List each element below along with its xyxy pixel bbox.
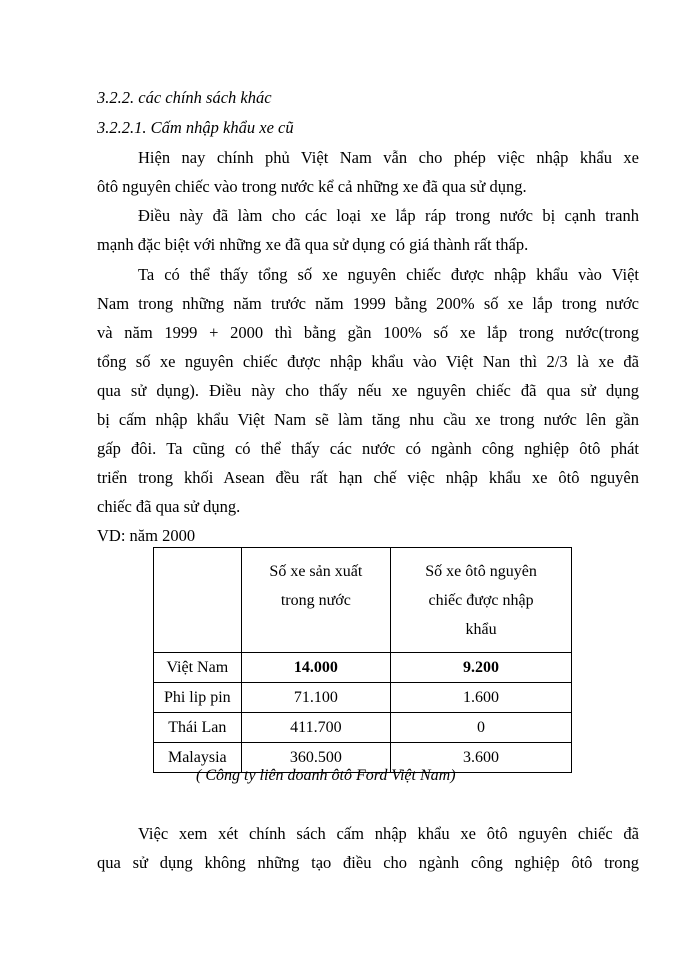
country-cell: Thái Lan [154, 713, 242, 743]
paragraph-line: mạnh đặc biệt với những xe đã qua sử dụng có giá thành rất thấp. [97, 235, 529, 254]
produced-cell: 411.700 [241, 713, 391, 743]
paragraph-line: bị cấm nhập khẩu Việt Nam sẽ làm tăng nhu cầu xe trong nước lên gần [97, 410, 639, 429]
paragraph-line: Điều này đã làm cho các loại xe lắp ráp trong nước bị cạnh tranh [138, 206, 639, 225]
import-comparison-table [153, 547, 572, 773]
header-text: Số xe ôtô nguyên [425, 563, 537, 580]
table-row [154, 683, 572, 713]
table-row [154, 713, 572, 743]
paragraph-line: triển trong khối Asean đều rất hạn chế việc nhập khẩu xe ôtô nguyên [97, 468, 639, 487]
header-cell-empty [154, 548, 242, 653]
paragraph-line: ôtô nguyên chiếc vào trong nước kể cả những xe đã qua sử dụng. [97, 177, 527, 196]
header-cell-imported [391, 548, 572, 653]
header-text: Số xe sản xuất [269, 563, 363, 580]
country-cell: Việt Nam [154, 653, 242, 683]
paragraph-line: chiếc đã qua sử dụng. [97, 497, 241, 516]
paragraph-line: Việc xem xét chính sách cấm nhập khẩu xe ôtô nguyên chiếc đã [138, 824, 639, 843]
header-text: chiếc được nhập [428, 592, 534, 609]
paragraph-line: tổng số xe nguyên chiếc được nhập khẩu vào Việt Nan thì 2/3 là xe đã [97, 352, 639, 371]
header-text: trong nước [280, 592, 351, 609]
paragraph-line: Hiện nay chính phủ Việt Nam vẫn cho phép việc nhập khẩu xe [138, 148, 639, 167]
imported-cell: 0 [391, 713, 572, 743]
country-cell: Phi lip pin [154, 683, 242, 713]
paragraph-line: Nam trong những năm trước năm 1999 bằng 200% số xe lắp trong nước [97, 294, 639, 313]
table-header-row [154, 548, 572, 653]
paragraph-line: gấp đôi. Ta cũng có thể thấy các nước có ngành công nghiệp ôtô phát [97, 439, 639, 458]
paragraph-line: và năm 1999 + 2000 thì bằng gần 100% số xe lắp trong nước(trong [97, 323, 639, 342]
example-label: VD: năm 2000 [97, 526, 196, 545]
produced-cell: 360.500 [241, 743, 391, 773]
produced-cell: 14.000 [241, 653, 391, 683]
imported-cell: 9.200 [391, 653, 572, 683]
header-text: khẩu [465, 621, 497, 638]
country-cell: Malaysia [154, 743, 242, 773]
imported-cell: 1.600 [391, 683, 572, 713]
paragraph-line: qua sử dụng). Điều này cho thấy nếu xe nguyên chiếc đã qua sử dụng [97, 381, 639, 400]
produced-cell: 71.100 [241, 683, 391, 713]
section-heading: 3.2.2. các chính sách khác [97, 88, 272, 107]
header-cell-produced [241, 548, 391, 653]
paragraph-line: qua sử dụng không những tạo điều cho ngành công nghiệp ôtô trong [97, 853, 639, 872]
paragraph-line: Ta có thể thấy tổng số xe nguyên chiếc được nhập khẩu vào Việt [138, 265, 639, 284]
imported-cell: 3.600 [391, 743, 572, 773]
table-row [154, 653, 572, 683]
table-source-caption: ( Công ty liên doanh ôtô Ford Việt Nam) [196, 767, 456, 784]
subsection-heading: 3.2.2.1. Cấm nhập khẩu xe cũ [97, 118, 294, 137]
